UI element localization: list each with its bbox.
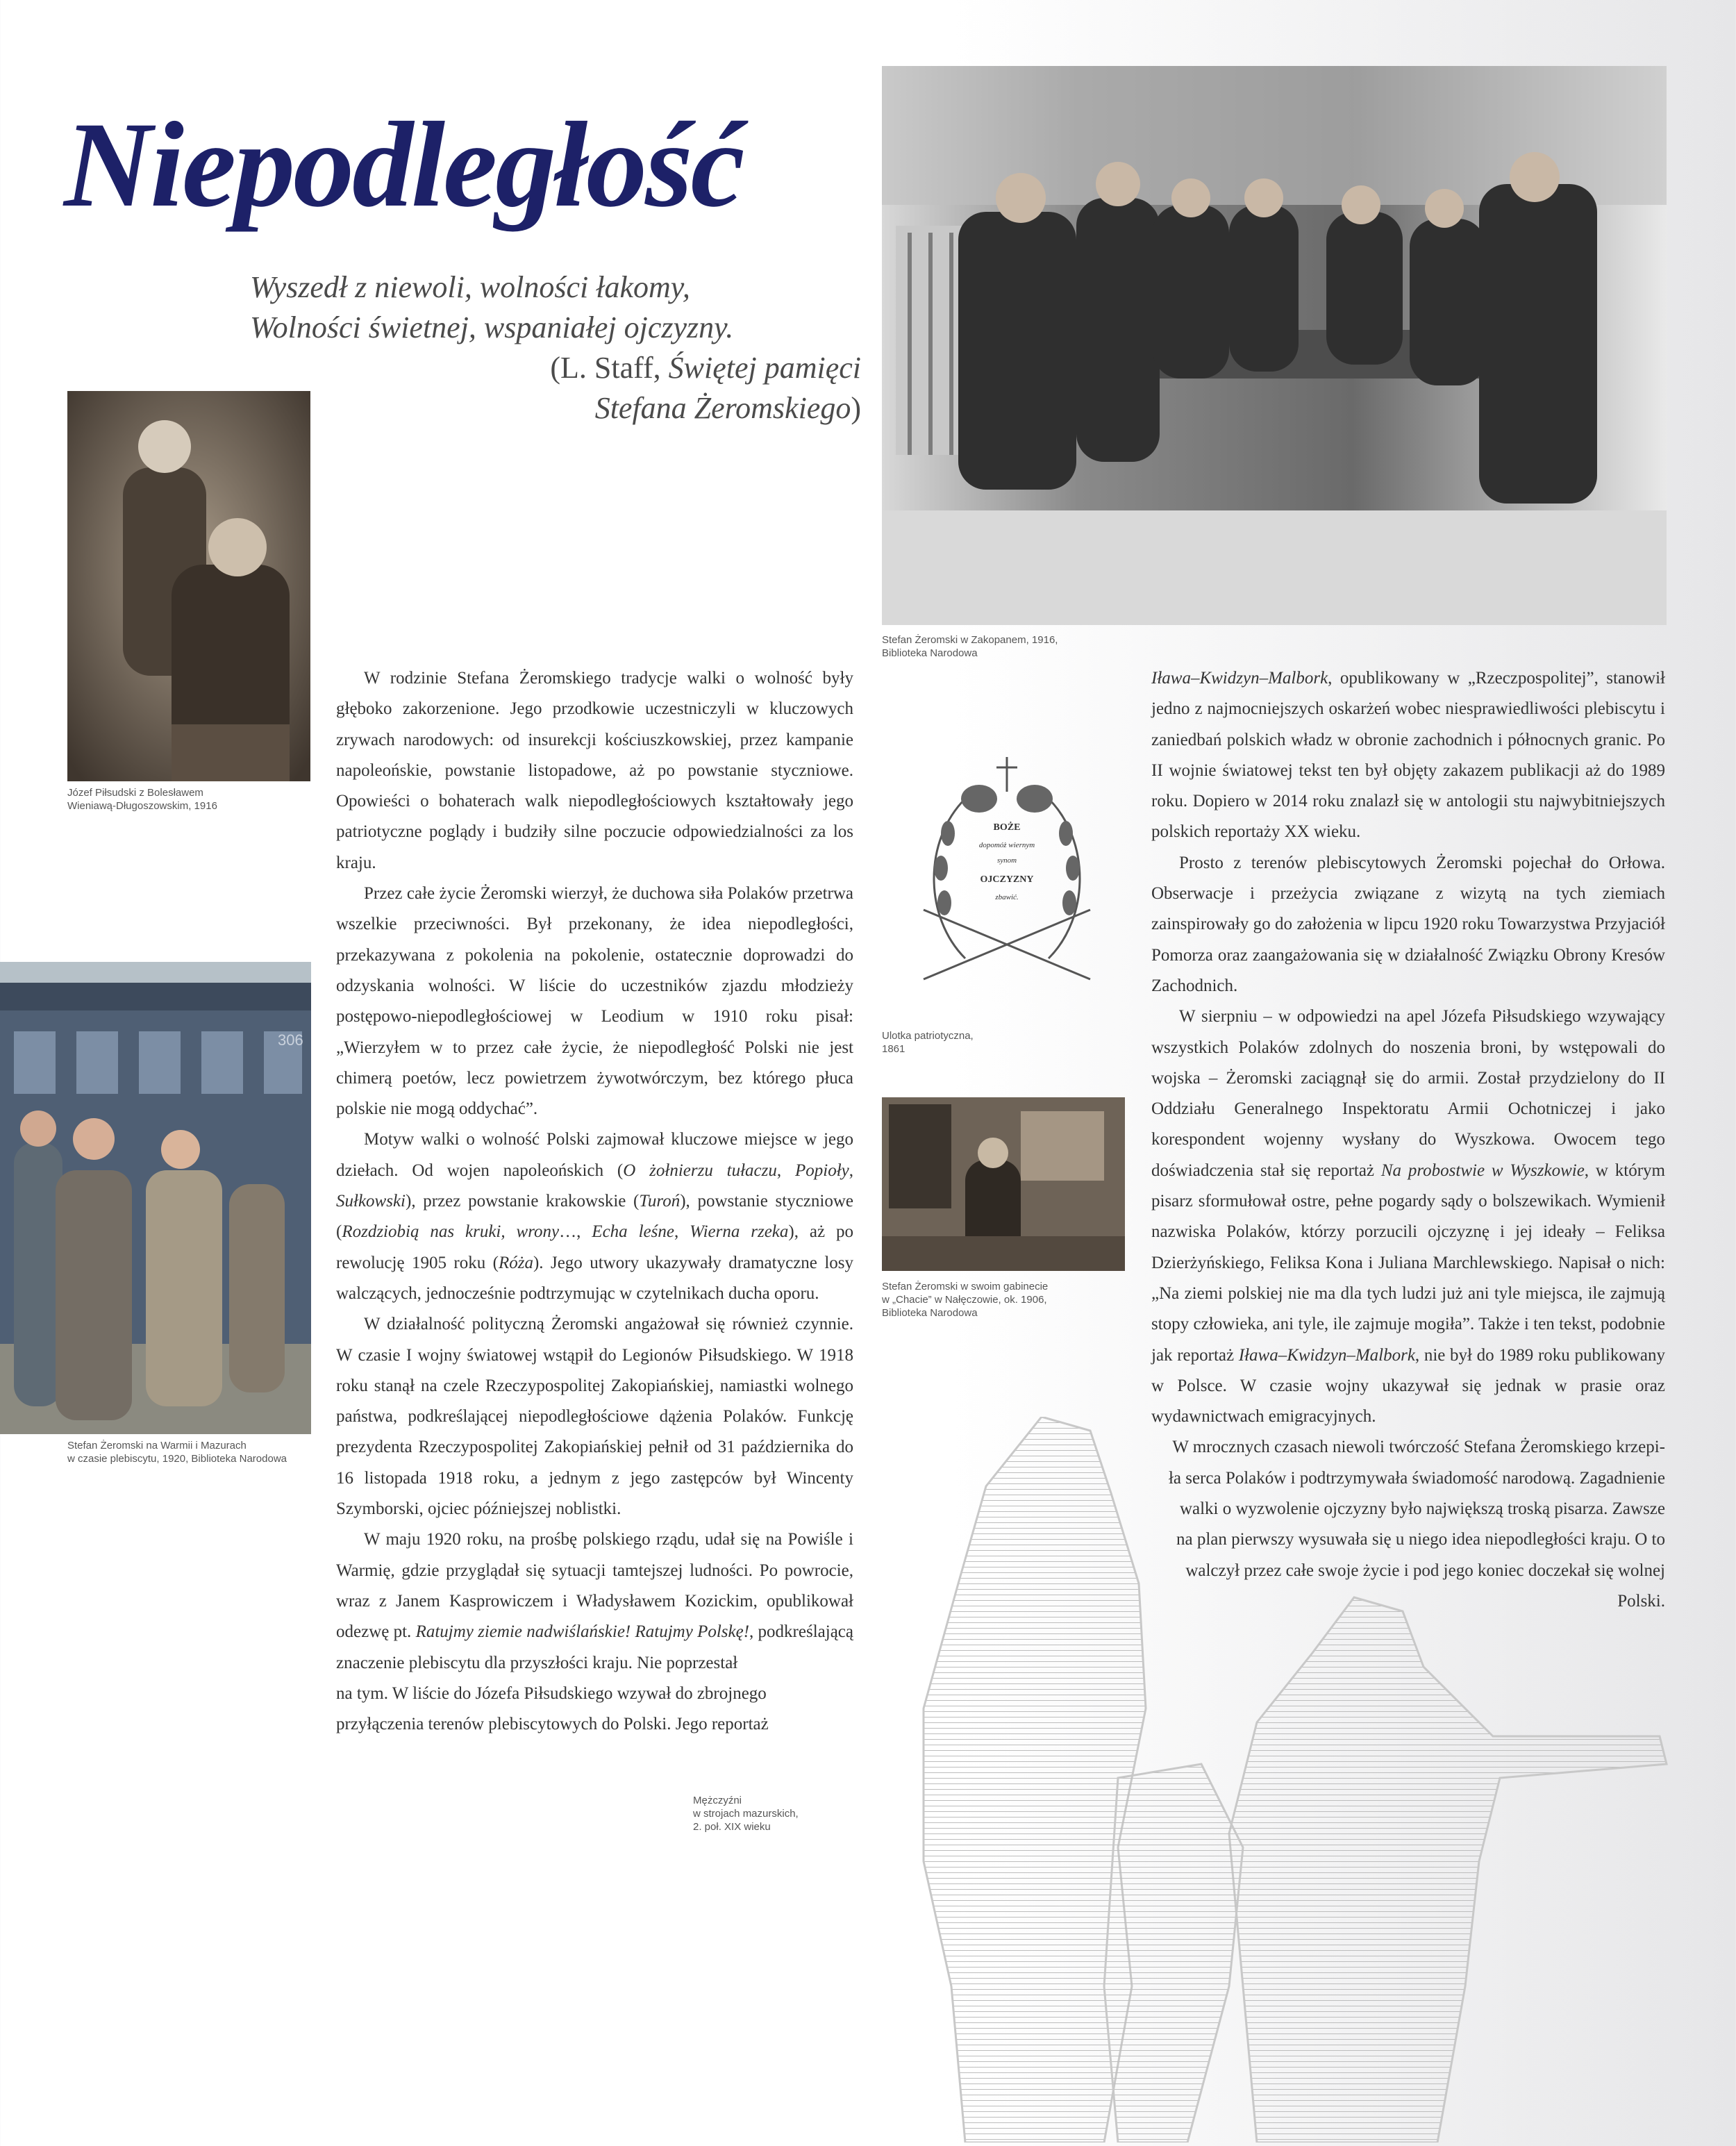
page-title: Niepodległość [64,97,743,233]
caption-pilsudski: Józef Piłsudski z Bolesławem Wieniawą-Długoszowskim, 1916 [67,787,217,812]
caption-warmia: Stefan Żeromski na Warmii i Mazurach w czasie plebiscytu, 1920, Biblioteka Narodowa [67,1440,287,1465]
motto-attribution-2: Stefana Żeromskiego) [594,391,861,425]
ulotka-text-4: OJCZYZNY [980,874,1034,885]
right-paragraph-2: Prosto z terenów plebiscytowych Żeromski pojechał do Orłowa. Obserwacje i przeżycia związane z wizytą na tych ziemiach zainspirowały go do założenia w lipcu 1920 roku Towarzystwa Przyjaciół Pomorza oraz zaangażowania się w działalność Związku Obrony Kresów Zachodnich. [1151,853,1665,995]
caption-ulotka: Ulotka patriotyczna, 1861 [882,1030,974,1055]
caption-mazurzy: Mężczyźni w strojach mazurskich, 2. poł. XIX wieku [693,1795,799,1833]
left-paragraph-1: W rodzinie Stefana Żeromskiego tradycje walki o wolność były głęboko zakorzenione. Jego przodkowie uczestniczyli w kluczowych zrywach narodowych: od insurekcji kościuszkowskiej, przez kampanie napoleońskie, powstanie listopadowe, aż po powstanie styczniowe. Opowieści o bohaterach walk niepodległościowych kształtowały jego patriotyczne poglądy i budziły silne poczucie odpowiedzialności za los kraju. [336,669,853,872]
ulotka-text-1: BOŻE [993,822,1021,833]
photo-gabinet [882,1097,1125,1271]
train-number: 306 [278,1031,303,1049]
motto [250,267,861,429]
right-p4-line-4: na plan pierwszy wysuwała się u niego idea niepodległości kraju. O to [1176,1530,1665,1549]
image-ulotka [882,750,1132,1000]
caption-gabinet: Stefan Żeromski w swoim gabinecie w „Chacie” w Nałęczowie, ok. 1906, Biblioteka Narodowa [882,1281,1049,1319]
photo-pilsudski [67,391,310,781]
right-paragraph-3: W sierpniu – w odpowiedzi na apel Józefa Piłsudskiego wzywający wszystkich Polaków zdolnych do noszenia broni, by wstępowali do wojska – Żeromski zaciągnął się do armii. Został przydzielony do II Oddziału Generalnego Inspektoratu Armii Ochotniczej i jako korespondent wojenny wysłany do Wyszkowa. Owocem tego doświadczenia stał się reportaż Na probostwie w Wyszkowie, w którym pisarz sformułował ostre, pełne pogardy sądy o bolszewikach. Wymienił nazwiska Polaków, którzy porzucili ojczyznę i jej ideały – Feliksa Dzierżyńskiego, Feliksa Kona i Juliana Marchlewskiego. Napisał o nich: „Na ziemi polskiej nie ma dla tych ludzi już ani tyle miejsca, ile zajmują stopy człowieka, ani tyle, ile zajmuje mogiła”. Także i ten tekst, podobnie jak reportaż Iława–Kwidzyn–Malbork, nie był do 1989 roku publikowany w Polsce. W czasie wojny ukazywał się jednak w prasie oraz wydawnictwach emigracyjnych. [1151,1007,1665,1426]
right-p4-line-3: walki o wyzwolenie ojczyzny było największą troską pisarza. Zawsze [1179,1499,1665,1519]
left-paragraph-5: W maju 1920 roku, na prośbę polskiego rządu, udał się na Powiśle i Warmię, gdzie przyglądał się sytuacji tamtejszej ludności. Po powrocie, wraz z Janem Kasprowiczem i Władysławem Kozickim, opublikował odezwę pt. Ratujmy ziemie nadwiślańskie! Ratujmy Polskę!, podkreślającą znaczenie plebiscytu dla przyszłości kraju. Nie poprzestał [336,1530,853,1672]
right-paragraph-4 [1151,1432,1665,1617]
left-paragraph-2: Przez całe życie Żeromski wierzył, że duchowa siła Polaków przetrwa wszelkie przeciwności. Był przekonany, że idea niepodległości, przekazywana z pokolenia na pokolenie, ostatecznie doprowadzi do odzyskania wolności. W liście do uczestników zjazdu młodzieży postępowo-niepodległościowej w Leodium w 1910 roku pisał: „Wierzyłem w to przez całe życie, że niepodległość Polski nie jest chimerą poetów, lecz powietrzem żywotwórczym, bez którego płuca polskie nie mogą oddychać”. [336,884,853,1119]
left-paragraph-5-line-3: przyłączenia terenów plebiscytowych do Polski. Jego reportaż [336,1715,769,1734]
motto-line-2: Wolności świetnej, wspaniałej ojczyzny. [250,310,734,344]
right-p4-line-5: walczył przez całe swoje życie i pod jego koniec doczekał się wolnej Polski. [1185,1561,1665,1611]
right-p4-line-1: W mrocznych czasach niewoli twórczość Stefana Żeromskiego krzepi- [1172,1438,1665,1457]
ulotka-text-2: dopomóż wiernym [978,841,1035,849]
ulotka-text-5: zbawić. [995,893,1019,901]
left-paragraph-3: Motyw walki o wolność Polski zajmował kluczowe miejsce w jego dziełach. Od wojen napoleońskich (O żołnierzu tułaczu, Popioły, Sułkowski), przez powstanie krakowskie (Turoń), powstanie styczniowe (Rozdziobią nas kruki, wrony…, Echa leśne, Wierna rzeka), aż po rewolucję 1905 roku (Róża). Jego utwory ukazywały dramatyczne losy walczących, jednocześnie podtrzymując w czytelnikach ducha oporu. [336,1130,854,1303]
photo-warmia [0,962,311,1434]
right-p4-line-2: ła serca Polaków i podtrzymywała świadomość narodową. Zagadnienie [1168,1468,1665,1488]
text-column-left [336,663,853,1740]
left-paragraph-5-line-2: na tym. W liście do Józefa Piłsudskiego wzywał do zbrojnego [336,1683,767,1703]
text-column-right [1151,663,1665,1617]
right-paragraph-1: Iława–Kwidzyn–Malbork, opublikowany w „Rzeczpospolitej”, stanowił jedno z najmocniejszych oskarżeń wobec niesprawiedliwości plebiscytu i zaniedbań polskich władz w obronie zachodnich i północnych granic. Po II wojnie światowej tekst ten był objęty zakazem publikacji aż do 1989 roku. Dopiero w 2014 roku znalazł się w antologii stu najwybitniejszych polskich reportaży XX wieku. [1151,669,1665,842]
ulotka-text-3: synom [996,856,1017,865]
motto-line-1: Wyszedł z niewoli, wolności łakomy, [250,270,690,304]
motto-attribution: (L. Staff, Świętej pamięci [550,351,861,385]
left-paragraph-4: W działalność polityczną Żeromski angażował się również czynnie. W czasie I wojny światowej wstąpił do Legionów Piłsudskiego. W 1918 roku stanął na czele Rzeczypospolitej Zakopiańskiej, namiastki wolnego państwa, podkreślającej niepodległościowe dążenia Polaków. Funkcję prezydenta Rzeczypospolitej Zakopiańskiej pełnił od 31 października do 16 listopada 1918 roku, a jednym z jego zastępców był Wincenty Szymborski, ojciec późniejszej noblistki. [336,1315,853,1519]
caption-zakopane: Stefan Żeromski w Zakopanem, 1916, Biblioteka Narodowa [882,634,1058,659]
photo-zakopane [882,66,1667,625]
